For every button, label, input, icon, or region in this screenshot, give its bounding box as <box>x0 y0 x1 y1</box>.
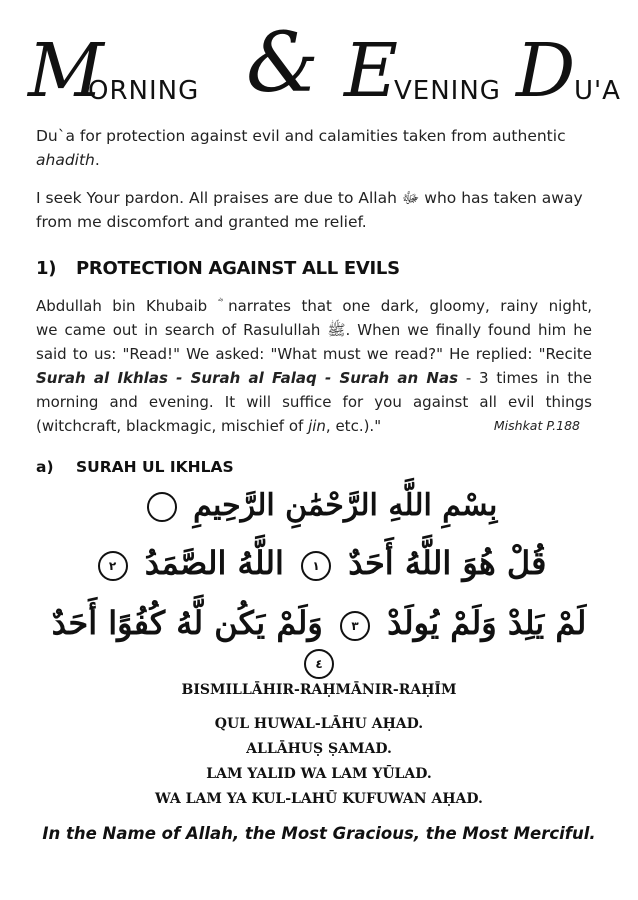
narration-line <box>36 414 592 438</box>
ayah-number-3: ٣ <box>340 611 370 641</box>
subsection-heading <box>36 458 234 476</box>
ayah-marker-icon <box>147 492 177 522</box>
ayah-number-4: ٤ <box>304 649 334 679</box>
narration-paragraph <box>36 294 592 438</box>
transliteration-line: ALLĀHUṢ ṢAMAD. <box>246 741 392 757</box>
narration-line: we came out in search of Rasulullah ﷺ. When we finally found him he <box>36 321 592 339</box>
title-initial-e: E <box>344 28 399 114</box>
narration-line <box>36 366 592 390</box>
ayah-number-2: ٢ <box>98 551 128 581</box>
title-ampersand: & <box>246 16 319 111</box>
basmala-text: بِسْمِ اللَّهِ الرَّحْمَٰنِ الرَّحِيمِ <box>193 488 498 523</box>
transliteration-line: LAM YALID WA LAM YŪLAD. <box>206 766 432 782</box>
intro-text: Du`a for protection against evil and calamities taken from authentic <box>36 127 566 145</box>
title-word-orning: ORNING <box>88 76 200 106</box>
intro-paragraph <box>36 124 592 172</box>
transliteration-line: WA LAM YA KUL-LAHŪ KUFUWAN AḤAD. <box>155 791 483 807</box>
verse-4: وَلَمْ يَكُن لَّهُ كُفُوًا أَحَدٌ <box>51 604 323 642</box>
page-title <box>28 16 628 114</box>
section-title: PROTECTION AGAINST ALL EVILS <box>76 258 400 279</box>
intro-ahadith: ahadith <box>36 151 95 169</box>
transliteration-line: QUL HUWAL-LĀHU AḤAD. <box>214 716 424 732</box>
pardon-paragraph: I seek Your pardon. All praises are due to Allah ﷻ who has taken away from me discomfort and granted me relief. <box>36 189 583 231</box>
narration-line: said to us: "Read!" We asked: "What must we read?" He replied: "Recite <box>36 345 592 363</box>
title-word-ua: U'A <box>574 76 621 106</box>
title-word-vening: VENING <box>394 76 501 106</box>
title-initial-m: M <box>28 28 102 114</box>
transliteration-line: BISMILLĀHIR-RAḤMĀNIR-RAḤĪM <box>181 682 457 698</box>
intro-period: . <box>94 151 100 169</box>
arabic-line-1 <box>40 544 598 582</box>
jin-word: jin <box>308 417 326 435</box>
arabic-basmala <box>40 488 598 523</box>
subsection-number: a) <box>36 458 54 476</box>
title-initial-d: D <box>516 28 576 114</box>
subsection-title: SURAH UL IKHLAS <box>76 458 234 476</box>
narration-line: morning and evening. It will suffice for you against all evil things <box>36 393 592 411</box>
narration-line-rest: - 3 times in the <box>458 369 592 387</box>
ayah-number-1: ١ <box>301 551 331 581</box>
narration-text: , etc.)." <box>325 417 382 435</box>
narration-line: Abdullah bin Khubaib ؓ narrates that one dark, gloomy, rainy night, <box>36 297 592 315</box>
section-number: 1) <box>36 258 57 279</box>
section-heading <box>36 258 400 279</box>
translation-meaning: In the Name of Allah, the Most Gracious, the Most Merciful. <box>42 824 596 843</box>
verse-1: قُلْ هُوَ اللَّهُ أَحَدٌ <box>348 544 547 582</box>
reference: Mishkat P.188 <box>493 418 580 433</box>
arabic-line-2 <box>40 604 598 680</box>
narration-text: (witchcraft, blackmagic, mischief of <box>36 417 309 435</box>
verse-3: لَمْ يَلِدْ وَلَمْ يُولَدْ <box>387 604 587 642</box>
surah-names: Surah al Ikhlas - Surah al Falaq - Surah an Nas <box>36 369 459 387</box>
verse-2: اللَّهُ الصَّمَدُ <box>144 544 284 582</box>
